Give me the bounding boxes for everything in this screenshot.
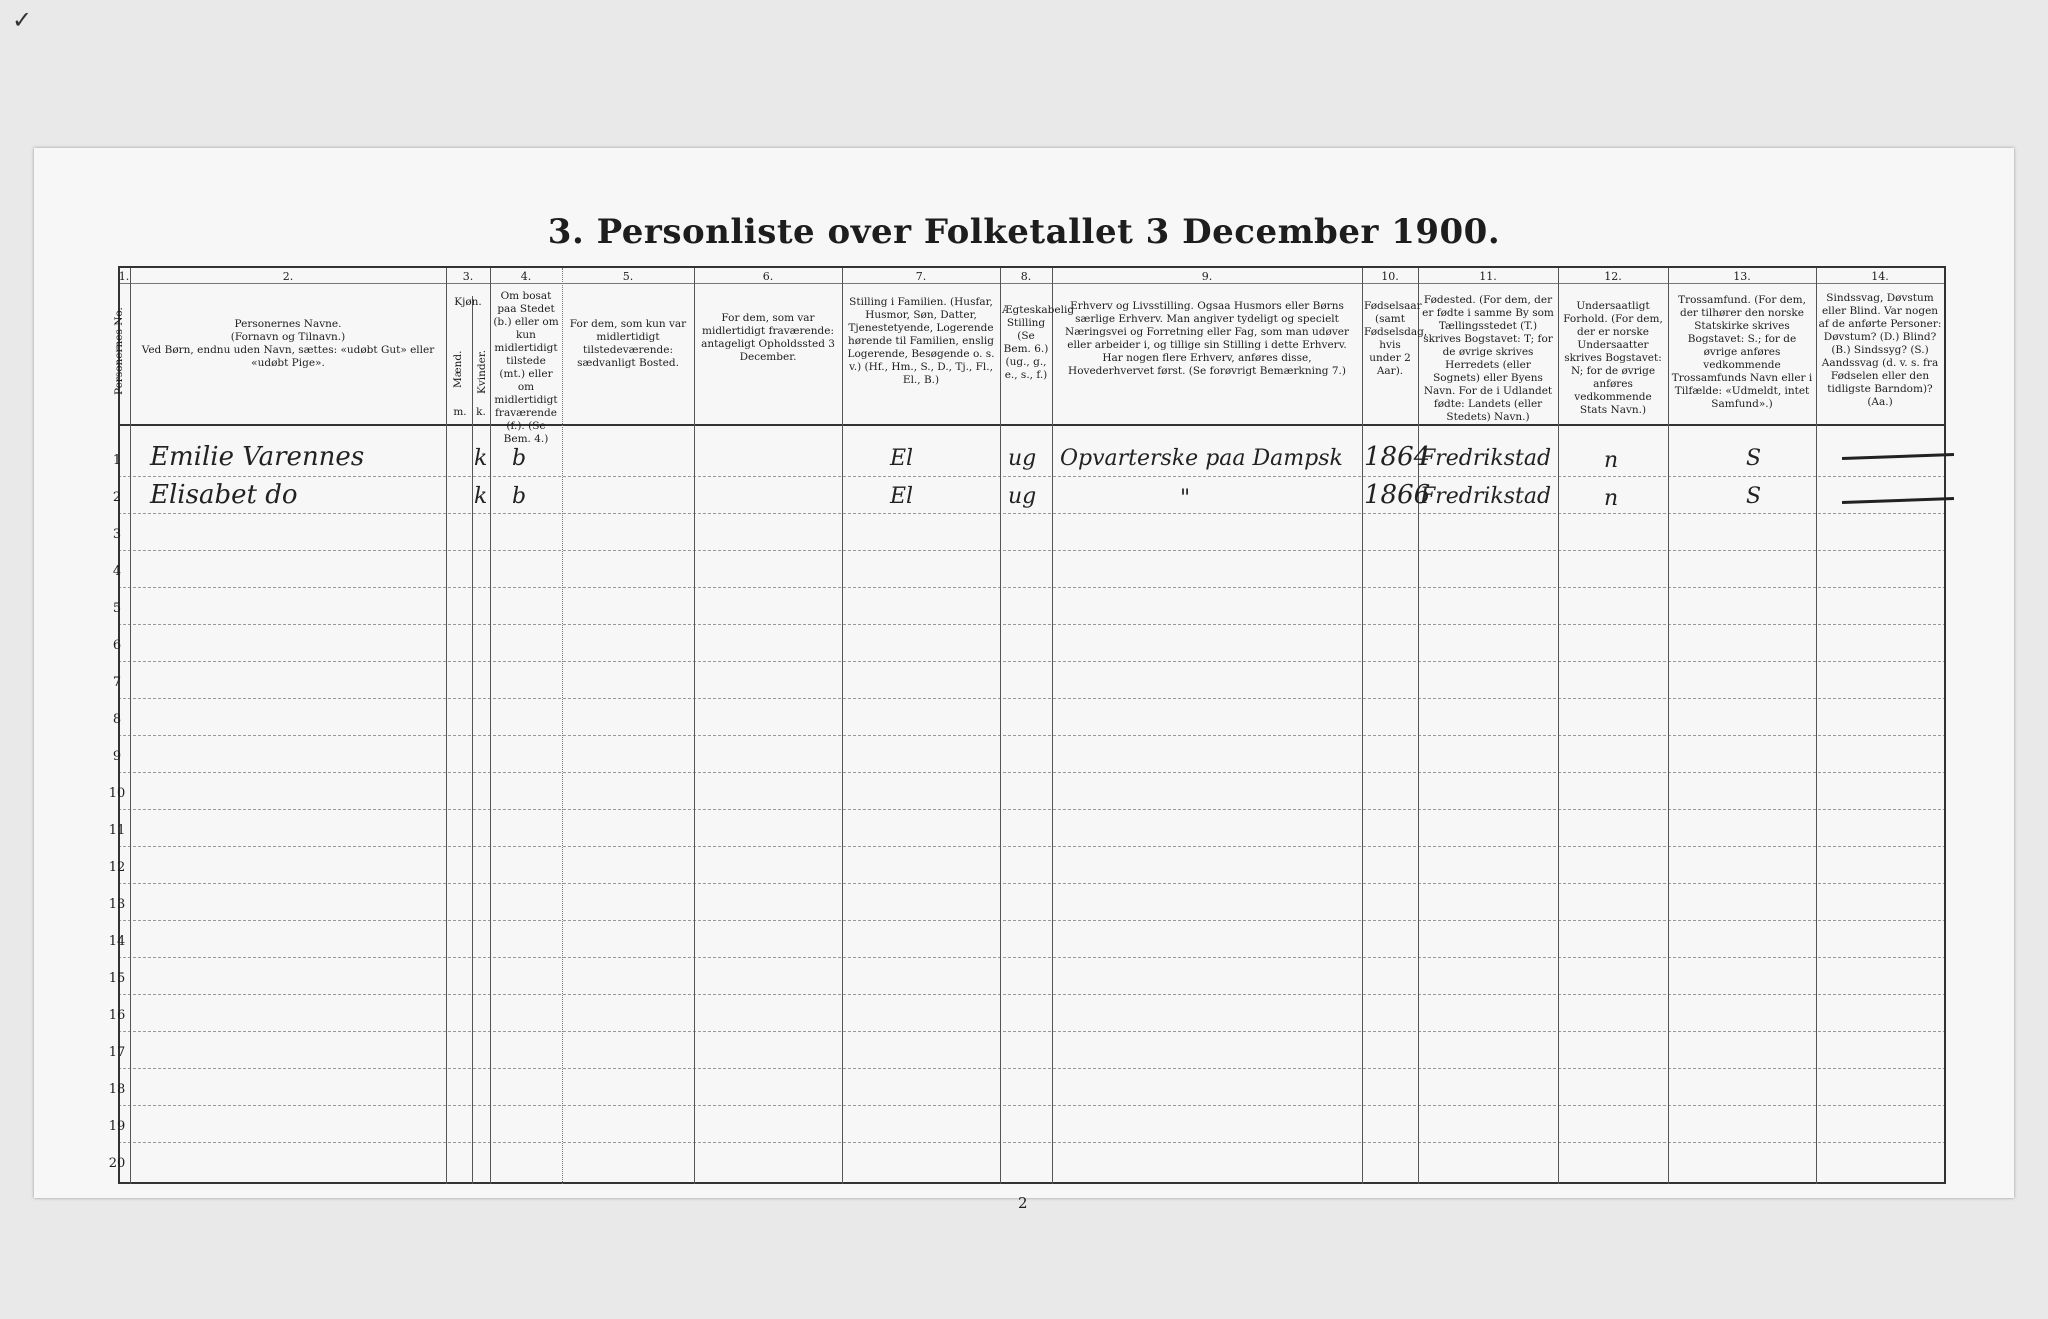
header-birth-year: Fødselsaar (samt Fødselsdag, hvis under 2 Aar). <box>1364 300 1428 377</box>
table-bottom-border <box>118 1182 1946 1184</box>
entry-1-name: Emilie Varennes <box>150 442 365 472</box>
column-number: 12. <box>1604 270 1622 283</box>
page-number: 2 <box>1018 1194 1028 1212</box>
row-line <box>118 735 1946 736</box>
header-family-position: Stilling i Familien. (Husfar, Husmor, Søn, Datter, Tjenestetyende, Logerende hørende til Familien, enslig Logerende, Besøgende o. s. v.) (Hf., Hm., S., D., Tj., Fl., El., B.) <box>847 296 995 386</box>
header-temporary-location: For dem, som var midlertidigt fraværende: antageligt Opholdssted 3 December. <box>701 312 835 363</box>
row-line <box>118 1031 1946 1032</box>
header-sex-female: Kvinder. <box>476 349 488 394</box>
column-number: 8. <box>1020 270 1032 283</box>
column-number: 1. <box>118 270 130 283</box>
row-number: 7 <box>112 675 122 690</box>
header-occupation: Erhverv og Livsstilling. Ogsaa Husmors eller Børns særlige Erhverv. Man angiver tydeligt og specielt Næringsvei og Forretning eller Fag, som man udøver eller arbeider i, og tillige sin Stilling i dette Erhverv. Har nogen flere Erhverv, anføres disse, Hovederhvervet først. (Se forøvrigt Bemærkning 7.) <box>1065 300 1349 377</box>
header-disability: Sindssvag, Døvstum eller Blind. Var nogen af de anførte Personer: Døvstum? (D.) Blind? (B.) Sindssyg? (S.) Aandssvag (d. v. s. fra Fødselen eller den tidligste Barndom)? (Aa.) <box>1818 292 1942 408</box>
header-sex-k-letter: k. <box>476 406 486 418</box>
entry-2-nationality: n <box>1604 486 1619 511</box>
column-number: 10. <box>1381 270 1399 283</box>
entry-1-birthplace: Fredrikstad <box>1420 446 1552 471</box>
column-number: 14. <box>1871 270 1889 283</box>
row-line <box>118 550 1946 551</box>
row-line <box>118 587 1946 588</box>
row-number: 20 <box>108 1156 126 1171</box>
entry-1-sex: k <box>474 446 488 471</box>
entry-1-marital-status: ug <box>1008 446 1037 471</box>
row-line <box>118 513 1946 514</box>
row-number: 9 <box>112 749 122 764</box>
entry-2-religion: S <box>1746 484 1762 509</box>
header-person-number: Personernes No. <box>113 307 125 395</box>
row-line <box>118 809 1946 810</box>
entry-2-birthplace: Fredrikstad <box>1420 484 1552 509</box>
row-line <box>118 476 1946 477</box>
header-nationality: Undersaatligt Forhold. (For dem, der er norske Undersaatter skrives Bogstavet: N; for de øvrige anføres vedkommende Stats Navn.) <box>1563 300 1663 416</box>
row-number: 2 <box>112 490 122 505</box>
header-names: Personernes Navne. (Fornavn og Tilnavn.) Ved Børn, endnu uden Navn, sættes: «udøbt Gut» eller «udøbt Pige». <box>141 318 435 369</box>
row-line <box>118 920 1946 921</box>
entry-2-name: Elisabet do <box>150 480 298 510</box>
column-line <box>562 268 563 1184</box>
column-line <box>1944 268 1946 1184</box>
column-number: 3. <box>462 270 474 283</box>
header-sex: Kjøn. <box>454 296 482 308</box>
row-line <box>118 698 1946 699</box>
header-sex-m-letter: m. <box>453 406 467 418</box>
column-number: 11. <box>1479 270 1497 283</box>
table-top-border <box>118 266 1946 268</box>
row-number: 17 <box>108 1045 126 1060</box>
entry-1-birth-year: 1864 <box>1364 442 1431 472</box>
header-marital-status: Ægteskabelig Stilling (Se Bem. 6.) (ug., g., e., s., f.) <box>1002 304 1075 381</box>
column-number: 2. <box>282 270 294 283</box>
entry-2-family-position: El <box>890 484 914 509</box>
row-number: 6 <box>112 638 122 653</box>
header-birthplace: Fødested. (For dem, der er fødte i samme By som Tællingsstedet (T.) skrives Bogstavet: T; for de øvrige skrives Herredets (eller Sognets) eller Byens Navn. For de i Udlandet fødte: Landets (eller Stedets) Navn.) <box>1422 294 1554 423</box>
row-line <box>118 772 1946 773</box>
column-line <box>130 268 131 1184</box>
row-number: 19 <box>108 1119 126 1134</box>
row-number: 5 <box>112 601 122 616</box>
column-line <box>1668 268 1669 1184</box>
column-line <box>694 268 695 1184</box>
entry-1-occupation: Opvarterske paa Dampsk <box>1060 446 1343 471</box>
column-line <box>1052 268 1053 1184</box>
row-number: 10 <box>108 786 126 801</box>
entry-1-family-position: El <box>890 446 914 471</box>
row-number: 12 <box>108 860 126 875</box>
row-number: 4 <box>112 564 122 579</box>
entry-1-disability-dash <box>1842 453 1954 460</box>
column-line <box>490 268 491 1184</box>
entry-2-birth-year: 1866 <box>1364 480 1431 510</box>
column-line <box>1816 268 1817 1184</box>
column-number: 4. <box>520 270 532 283</box>
row-number: 11 <box>108 823 126 838</box>
column-line <box>842 268 843 1184</box>
column-line <box>1362 268 1363 1184</box>
row-number: 1 <box>112 453 122 468</box>
row-line <box>118 846 1946 847</box>
column-number: 7. <box>915 270 927 283</box>
entry-1-religion: S <box>1746 446 1762 471</box>
column-line <box>446 268 447 1184</box>
entry-2-residence: b <box>512 484 527 509</box>
header-residence-status: Om bosat paa Stedet (b.) eller om kun midlertidigt tilstede (mt.) eller om midlertidigt fraværende (f.). (Se Bem. 4.) <box>493 290 559 445</box>
row-number: 8 <box>112 712 122 727</box>
entry-2-marital-status: ug <box>1008 484 1037 509</box>
row-line <box>118 1105 1946 1106</box>
column-line <box>1558 268 1559 1184</box>
column-line <box>1418 268 1419 1184</box>
row-number: 16 <box>108 1008 126 1023</box>
row-line <box>118 883 1946 884</box>
row-number: 14 <box>108 934 126 949</box>
entry-2-occupation: " <box>1180 486 1191 511</box>
entry-1-residence: b <box>512 446 527 471</box>
row-line <box>118 994 1946 995</box>
header-usual-residence: For dem, som kun var midlertidigt tilstedeværende: sædvanligt Bosted. <box>569 318 687 369</box>
row-number: 3 <box>112 527 122 542</box>
row-line <box>118 1142 1946 1143</box>
row-line <box>118 661 1946 662</box>
entry-2-disability-dash <box>1842 497 1954 504</box>
header-bottom-border <box>118 424 1946 426</box>
header-sex-male: Mænd. <box>452 350 464 388</box>
check-mark-icon: ✓ <box>12 6 33 34</box>
entry-2-sex: k <box>474 484 488 509</box>
column-number-divider <box>118 283 1946 284</box>
column-number: 6. <box>762 270 774 283</box>
column-line <box>1000 268 1001 1184</box>
row-line <box>118 1068 1946 1069</box>
entry-1-nationality: n <box>1604 448 1619 473</box>
column-number: 13. <box>1733 270 1751 283</box>
row-number: 15 <box>108 971 126 986</box>
form-title: 3. Personliste over Folketallet 3 December 1900. <box>547 212 1501 252</box>
column-number: 5. <box>622 270 634 283</box>
row-number: 18 <box>108 1082 126 1097</box>
column-line <box>472 296 473 1184</box>
row-line <box>118 624 1946 625</box>
column-number: 9. <box>1201 270 1213 283</box>
row-line <box>118 957 1946 958</box>
row-number: 13 <box>108 897 126 912</box>
header-religion: Trossamfund. (For dem, der tilhører den norske Statskirke skrives Bogstavet: S.; for de øvrige anføres vedkommende Trossamfunds Navn eller i Tilfælde: «Udmeldt, intet Samfund».) <box>1671 294 1813 410</box>
